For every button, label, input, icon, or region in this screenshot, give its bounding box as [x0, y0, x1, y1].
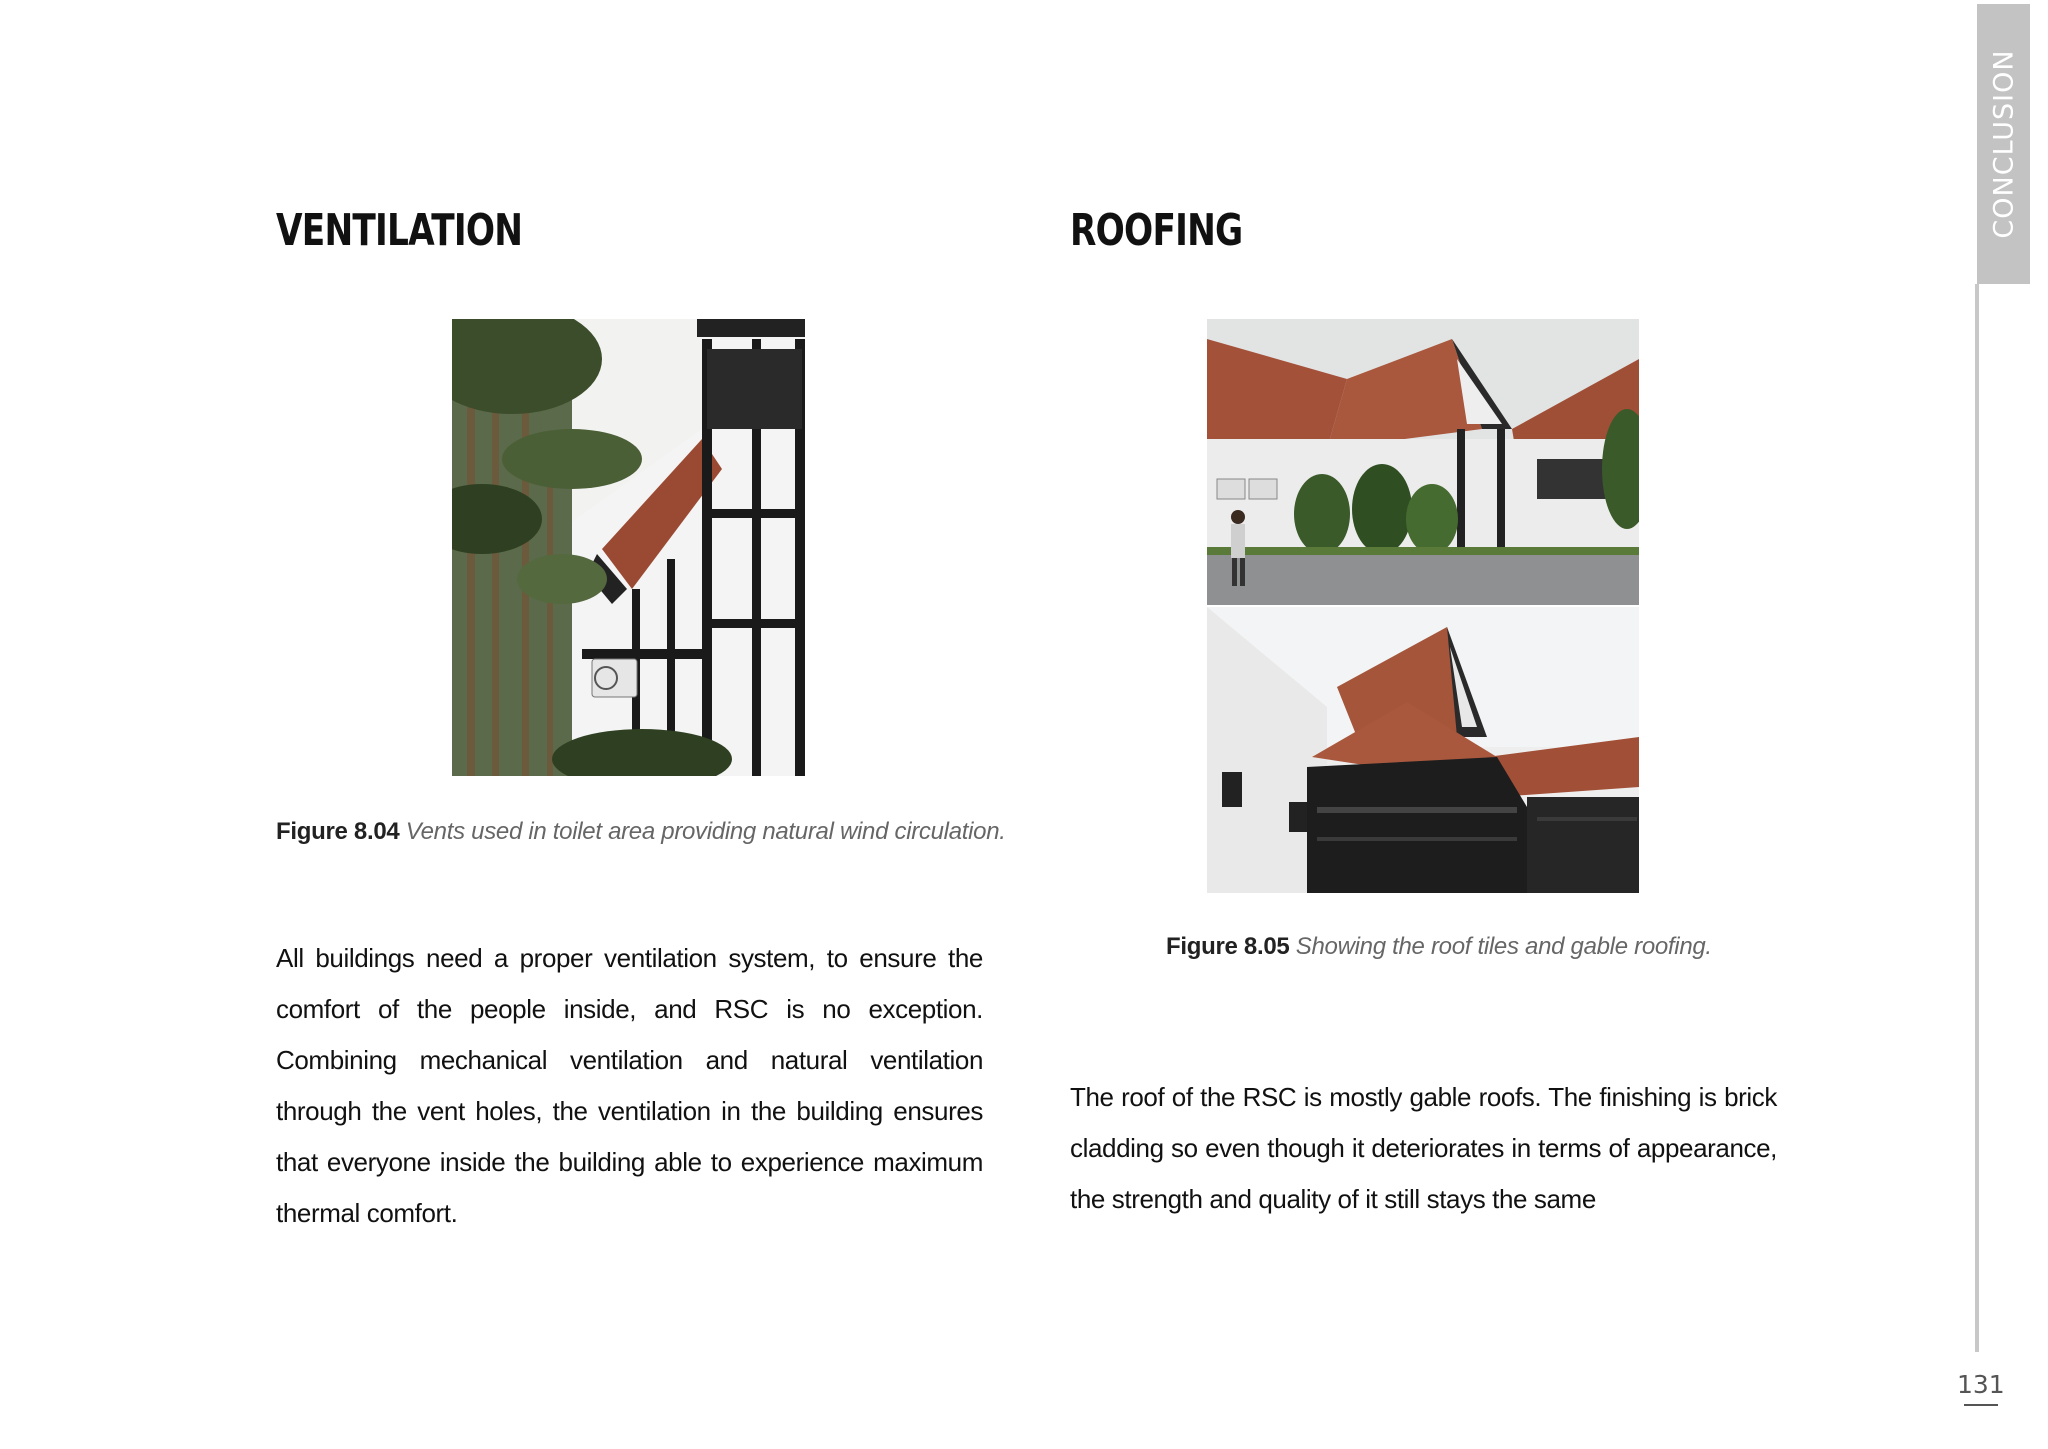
roofing-photo-bottom — [1207, 607, 1639, 893]
figure-label: Figure 8.04 — [276, 818, 400, 845]
figure-8-05-caption — [1166, 933, 1712, 961]
figure-8-04-caption — [276, 818, 1006, 846]
roofing-photo-top — [1207, 319, 1639, 605]
figure-caption-text: Showing the roof tiles and gable roofing. — [1295, 933, 1712, 960]
page-number: 131 — [1957, 1370, 2005, 1399]
roofing-heading: ROOFING — [1070, 205, 1243, 256]
figure-caption-text: Vents used in toilet area providing natural wind circulation. — [405, 818, 1006, 845]
roofing-body-text: The roof of the RSC is mostly gable roofs. The finishing is brick cladding so even though it deteriorates in terms of appearance, the strength and quality of it still stays the same — [1070, 1082, 1777, 1214]
ventilation-body-text: All buildings need a proper ventilation system, to ensure the comfort of the people inside, and RSC is no exception. Combining mechanical ventilation and natural ventilation through the vent holes, the ventilation in the building ensures that everyone inside the building able to experience maximum thermal comfort. — [276, 943, 983, 1228]
section-tab-label: CONCLUSION — [1988, 49, 2019, 239]
side-divider-line — [1975, 284, 1979, 1352]
section-tab — [1977, 4, 2030, 284]
ventilation-photo — [452, 319, 805, 776]
ventilation-heading: VENTILATION — [276, 205, 523, 256]
page-number-underline — [1964, 1404, 1998, 1406]
figure-label: Figure 8.05 — [1166, 933, 1290, 960]
